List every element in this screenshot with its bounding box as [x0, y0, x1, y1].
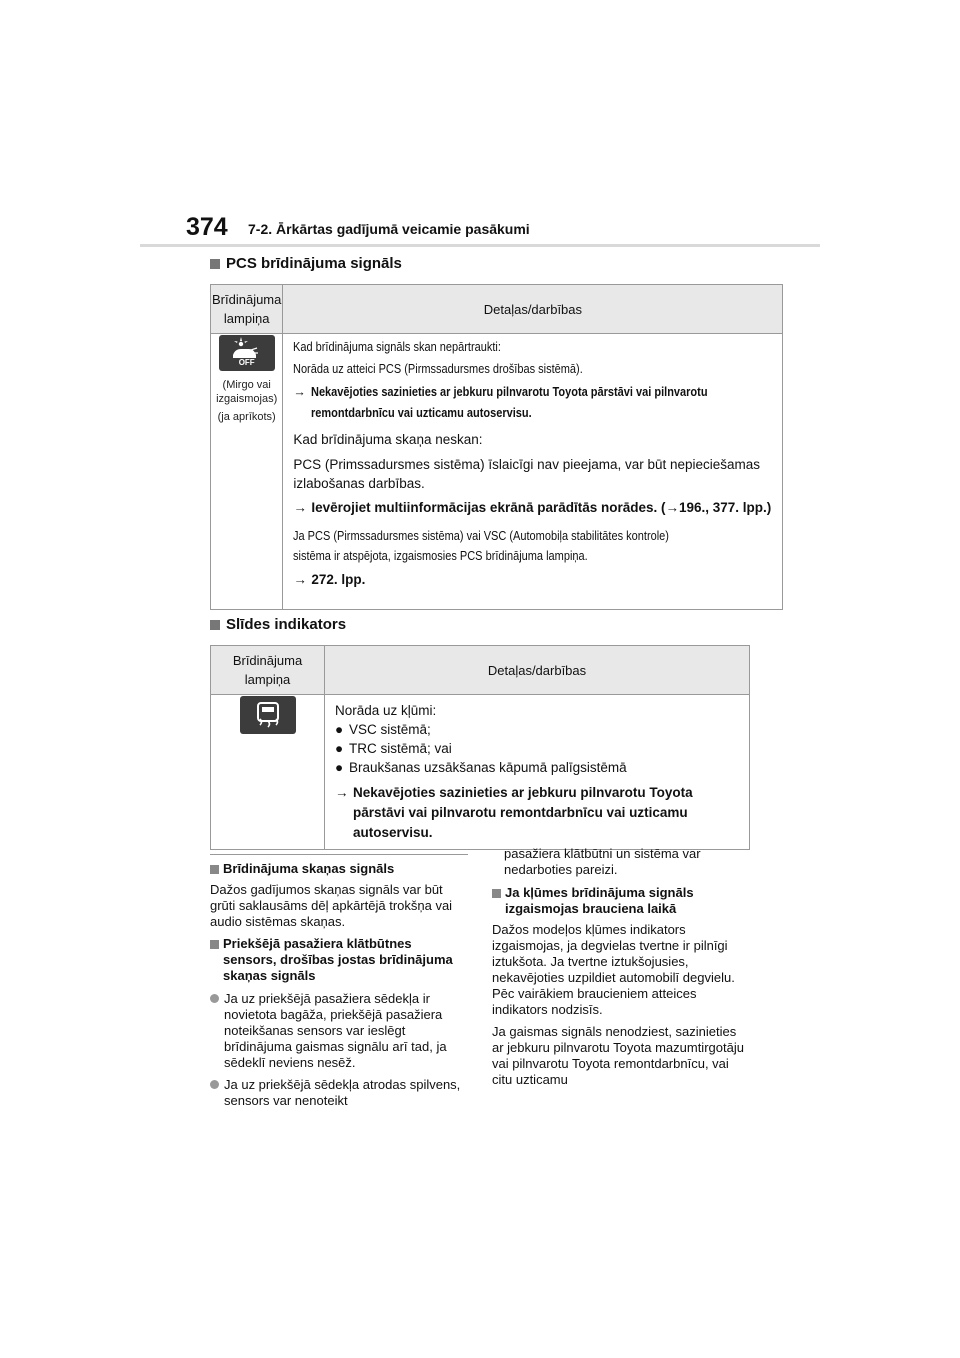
arrow-icon: →: [293, 385, 306, 399]
column-header-details: Detaļas/darbības: [283, 285, 783, 334]
note-paragraph: Ja gaismas signāls nenodziest, sazinieties ar jebkuru pilnvarotu Toyota mazumtirgotāju vai pilnvarotu Toyota remontdarbnīcu, vai citu uzticamu: [492, 1024, 744, 1087]
note-bullet: Ja uz priekšējā pasažiera sēdekļa ir novietota bagāža, priekšējā pasažiera noteikšanas sensors var ieslēgt brīdinājuma gaismas signālu arī tad, ja sēdeklī neviens nesēž.: [210, 991, 468, 1071]
column-rule: [210, 854, 468, 855]
note-heading: Priekšējā pasažiera klātbūtnes sensors, drošības jostas brīdinājuma skaņas signāls: [210, 936, 468, 984]
detail-line: Kad brīdinājuma signāls skan nepārtraukti:: [293, 340, 502, 354]
note-heading: Brīdinājuma skaņas signāls: [210, 861, 468, 877]
slip-warning-table: [210, 645, 750, 850]
section-title: PCS brīdinājuma signāls: [226, 255, 402, 272]
arrow-icon: →: [335, 785, 349, 800]
note-paragraph: Dažos modeļos kļūmes indikators izgaismojas, ja degvielas tvertne ir pilnīgi iztukšota. Ja tvertne iztukšojusies, nekavējoties uzpildiet automobilī degvielu. Pēc vairākiem braucieniem atteices indikators nodzisīs.: [492, 922, 735, 1017]
column-header-details: Detaļas/darbības: [325, 646, 750, 695]
details-cell: [325, 695, 750, 850]
note-bullet: Ja uz priekšējā sēdekļa atrodas spilvens, sensors var nenoteikt: [210, 1077, 468, 1109]
column-header-lamp: Brīdinājuma lampiņa: [211, 285, 283, 334]
icon-caption: (Mirgo vai izgaismojas): [216, 379, 278, 405]
icon-note: (ja aprīkots): [217, 411, 276, 423]
bullet-item: ● Braukšanas uzsākšanas kāpumā palīgsistēmā: [335, 760, 627, 775]
arrow-icon: →: [293, 500, 307, 515]
note-paragraph: pasažiera klātbūtni un sistēma var nedarboties pareizi.: [504, 846, 701, 877]
column-header-lamp: Brīdinājuma lampiņa: [211, 646, 325, 695]
notes-left-column: [210, 861, 468, 1109]
action-line: → 272. lpp.: [293, 572, 366, 587]
arrow-icon: →: [293, 572, 307, 587]
detail-line: Norāda uz kļūmi:: [335, 703, 437, 718]
lamp-cell: [211, 334, 283, 610]
circle-bullet-icon: [210, 994, 219, 1003]
detail-line: Kad brīdinājuma skaņa neskan:: [293, 432, 483, 447]
chapter-title: 7-2. Ārkārtas gadījumā veicamie pasākumi: [248, 221, 530, 237]
slip-indicator-icon: [240, 696, 296, 734]
detail-line: PCS (Primssadursmes sistēma) īslaicīgi nav pieejama, var būt nepieciešamas izlabošanas darbības.: [293, 457, 761, 491]
square-bullet-icon: [492, 889, 501, 898]
lamp-cell: [211, 695, 325, 850]
pcs-off-icon: [219, 335, 275, 371]
note-paragraph: Dažos gadījumos skaņas signāls var būt grūti saklausāms dēļ apkārtējā trokšņa vai audio sistēmas skaņas.: [210, 882, 453, 929]
page-number: 374: [186, 213, 228, 241]
note-heading: Ja kļūmes brīdinājuma signāls izgaismojas brauciena laikā: [492, 885, 750, 917]
square-bullet-icon: [210, 620, 220, 630]
circle-bullet-icon: [210, 1080, 219, 1089]
icon-off-label: OFF: [238, 358, 255, 367]
notes-right-column: [492, 846, 750, 1088]
square-bullet-icon: [210, 940, 219, 949]
header-rule: [140, 244, 820, 247]
action-line: → Ievērojiet multiinformācijas ekrānā parādītās norādes. (→196., 377. lpp.): [293, 498, 776, 518]
square-bullet-icon: [210, 865, 219, 874]
section-slip-heading: [210, 616, 346, 633]
section-title: Slīdes indikators: [226, 616, 347, 633]
bullet-item: ● TRC sistēmā; vai: [335, 741, 452, 756]
action-line: → Nekavējoties sazinieties ar jebkuru pilnvarotu Toyota pārstāvi vai pilnvarotu remontdarbnīcu vai uzticamu autoservisu.: [335, 783, 743, 843]
detail-line: Norāda uz atteici PCS (Pirmssadursmes drošības sistēmā).: [293, 362, 584, 376]
square-bullet-icon: [210, 259, 220, 269]
bullet-item: ● VSC sistēmā;: [335, 722, 431, 737]
details-cell: [283, 334, 783, 610]
detail-line: Ja PCS (Pirmssadursmes sistēma) vai VSC (Automobiļa stabilitātes kontrole) sistēma ir atspējota, izgaismosies PCS brīdinājuma lampiņa.: [293, 529, 670, 563]
section-pcs-heading: [210, 255, 402, 272]
action-line: → Nekavējoties sazinieties ar jebkuru pilnvarotu Toyota pārstāvi vai pilnvarotu remontdarbnīcu vai uzticamu autoservisu.: [293, 382, 776, 424]
pcs-warning-table: [210, 284, 783, 610]
